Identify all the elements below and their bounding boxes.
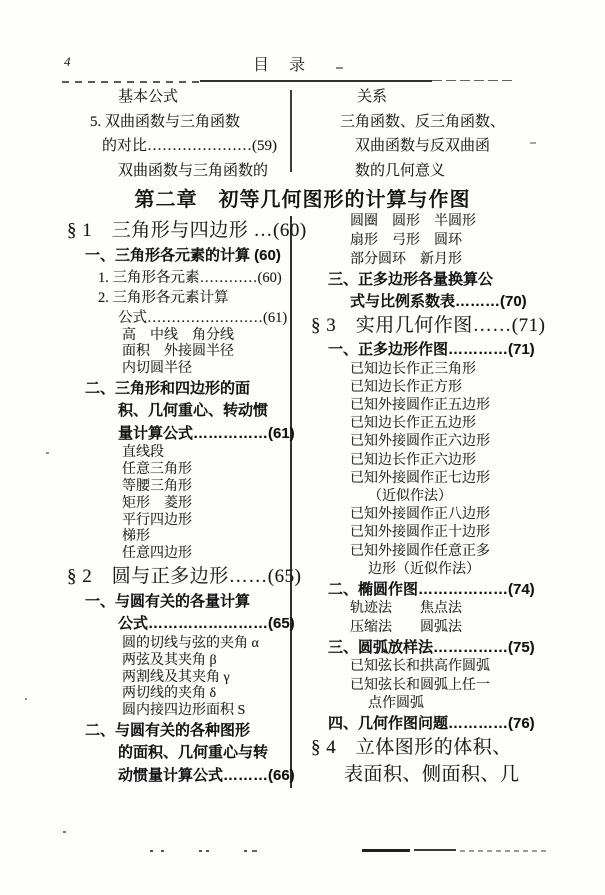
- toc-line: （近似作法）: [368, 488, 452, 504]
- toc-line: 圆的切线与弦的夹角 α: [122, 635, 259, 651]
- toc-line: 一、正多边形作图…………(71): [328, 341, 535, 358]
- toc-line: 二、三角形和四边形的面: [85, 379, 251, 397]
- column-divider: [290, 216, 292, 788]
- toc-line: 边形（近似作法）: [368, 561, 480, 577]
- toc-line: 5. 双曲函数与三角函数: [90, 113, 241, 130]
- toc-line: 关系: [357, 89, 388, 105]
- toc-line: 四、几何作图问题…………(76): [328, 714, 535, 732]
- scan-artifact: [161, 850, 164, 852]
- toc-line: 一、与圆有关的各量计算: [85, 592, 251, 610]
- toc-line: 已知边长作正三角形: [350, 361, 476, 377]
- scan-artifact: [252, 850, 257, 852]
- toc-line: 已知外接圆作正八边形: [350, 507, 490, 523]
- toc-line: 已知边长作正方形: [350, 379, 462, 395]
- toc-line: 梯形: [122, 529, 150, 545]
- column-divider-top: [290, 90, 292, 172]
- toc-line: 已知外接圆作任意正多: [350, 543, 490, 559]
- scan-artifact: [460, 850, 546, 852]
- toc-line: 二、与圆有关的各种图形: [85, 721, 251, 739]
- toc-line: 压缩法 圆弧法: [350, 619, 462, 635]
- toc-line: 圆圈 圆形 半圆形: [350, 214, 476, 229]
- toc-line: 已知弦长和圆弧上任一: [350, 677, 490, 693]
- toc-line: 直线段: [122, 445, 164, 461]
- toc-line: 的面积、几何重心与转: [118, 744, 269, 762]
- intro-left-column: [88, 85, 288, 183]
- toc-line: 2. 三角形各元素计算: [98, 289, 229, 306]
- toc-line: 扇形 弓形 圆环: [350, 233, 462, 248]
- toc-line: 数的几何意义: [355, 162, 446, 179]
- toc-line: 三、正多边形各量换算公: [328, 271, 494, 288]
- toc-line: § 2 圆与正多边形……(65): [67, 565, 302, 587]
- toc-line: 任意三角形: [122, 462, 192, 478]
- toc-line: 式与比例系数表………(70): [350, 292, 527, 310]
- running-head-title: 目 录: [253, 57, 308, 74]
- page-number: 4: [64, 54, 71, 69]
- toc-left-column: [64, 217, 307, 787]
- toc-line: § 4 立体图形的体积、: [311, 737, 512, 759]
- scan-speck: [530, 142, 536, 144]
- toc-line: 双曲函数与三角函数的: [118, 162, 269, 179]
- toc-line: 三、圆弧放样法……………(75): [328, 638, 535, 656]
- toc-line: 三角函数、反三角函数、: [340, 113, 506, 130]
- scan-speck: [63, 831, 66, 833]
- header-rule-left: [62, 81, 205, 83]
- toc-line: 两弦及其夹角 β: [122, 652, 217, 668]
- scan-artifact: [414, 849, 456, 851]
- toc-line: 基本公式: [118, 89, 179, 105]
- toc-line: § 1 三角形与四边形 …(60): [67, 220, 307, 241]
- toc-line: 1. 三角形各元素…………(60): [98, 269, 282, 286]
- toc-line: 矩形 菱形: [122, 495, 192, 511]
- toc-line: 一、三角形各元素的计算 (60): [85, 247, 281, 264]
- toc-line: 圆内接四边形面积 S: [122, 703, 246, 719]
- toc-line: 任意四边形: [122, 546, 192, 562]
- scan-artifact: [206, 850, 209, 852]
- toc-line: 已知外接圆作正五边形: [350, 397, 490, 413]
- toc-line: 轨迹法 焦点法: [350, 601, 462, 617]
- scan-artifact: [150, 850, 153, 852]
- toc-line: 平行四边形: [122, 512, 192, 528]
- toc-line: 公式……………………(61): [118, 309, 288, 326]
- toc-line: 等腰三角形: [122, 478, 192, 494]
- toc-line: 已知外接圆作正十边形: [350, 525, 490, 541]
- toc-line: 部分圆环 新月形: [350, 252, 462, 267]
- toc-line: 内切圆半径: [122, 361, 192, 377]
- toc-line: 高 中线 角分线: [122, 327, 234, 343]
- scan-speck: [46, 452, 49, 454]
- scan-speck: [336, 67, 343, 69]
- toc-line: 表面积、侧面积、几: [344, 764, 520, 786]
- chapter-heading: 第二章 初等几何图形的计算与作图: [134, 189, 471, 211]
- toc-line: 已知外接圆作正六边形: [350, 434, 490, 450]
- toc-line: 量计算公式……………(61): [118, 424, 295, 442]
- header-rule: [200, 80, 432, 82]
- toc-line: 两割线及其夹角 γ: [122, 669, 230, 685]
- toc-line: 双曲函数与反双曲函: [355, 138, 491, 154]
- toc-line: 已知弦长和拱高作圆弧: [350, 659, 490, 675]
- toc-line: 面积 外接圆半径: [122, 344, 234, 360]
- scan-artifact: [199, 850, 202, 852]
- toc-right-column: [306, 212, 576, 788]
- toc-line: 积、几何重心、转动惯: [118, 402, 269, 420]
- scan-artifact: [244, 850, 247, 852]
- intro-right-column: [340, 85, 565, 183]
- toc-line: 已知外接圆作正七边形: [350, 470, 490, 486]
- toc-line: 已知边长作正五边形: [350, 416, 476, 432]
- scan-artifact: [362, 849, 410, 852]
- toc-line: 二、椭圆作图………………(74): [328, 580, 535, 598]
- toc-line: 两切线的夹角 δ: [122, 686, 217, 702]
- toc-line: 点作圆弧: [368, 695, 424, 711]
- toc-line: 的对比…………………(59): [102, 138, 277, 154]
- toc-line: 动惯量计算公式………(66): [118, 766, 295, 784]
- header-rule-right: [432, 80, 516, 81]
- toc-line: 已知边长作正六边形: [350, 452, 476, 468]
- toc-line: 公式……………………(65): [118, 615, 295, 633]
- toc-line: § 3 实用几何作图……(71): [311, 315, 546, 336]
- scan-speck: [25, 698, 27, 700]
